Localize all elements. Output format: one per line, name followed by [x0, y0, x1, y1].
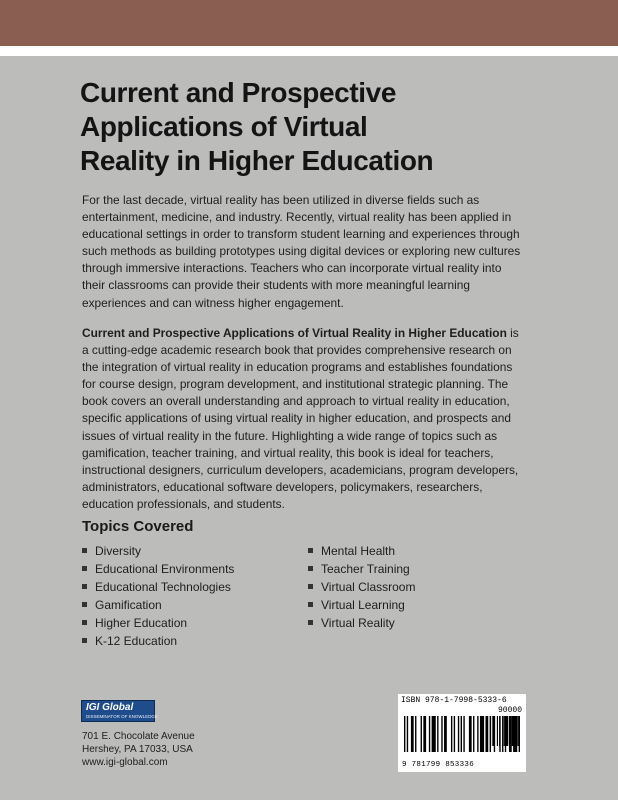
barcode-number: 9 781799 853336: [402, 761, 475, 769]
bullet-icon: [82, 566, 87, 571]
white-stripe: [0, 46, 618, 56]
title-line: Applications of Virtual: [80, 111, 368, 142]
topic-item: Virtual Reality: [308, 614, 415, 632]
topic-item: Teacher Training: [308, 560, 415, 578]
address-line: Hershey, PA 17033, USA: [82, 744, 193, 755]
publisher-address: [82, 730, 195, 769]
book-title: [80, 76, 540, 178]
logo-tagline: DISSEMINATOR OF KNOWLEDGE: [86, 714, 158, 719]
bullet-icon: [82, 548, 87, 553]
barcode: [398, 694, 526, 772]
book-summary-text: is a cutting-edge academic research book that provides comprehensive research on the integration of virtual reality in education programs and establishes foundations for course design, program development, and institutional strategic planning. The book covers an overall understanding and approach to virtual reality in education, specific applications of using virtual reality in higher education, and prospects and issues of virtual reality in the future. Highlighting a wide range of topics such as gamification, teacher training, and virtual reality, this book is ideal for teachers, instructional designers, curriculum developers, academicians, program developers, administrators, educational software developers, policymakers, researchers, education professionals, and students.: [82, 326, 519, 511]
topic-item: Mental Health: [308, 542, 415, 560]
price-code: 90000: [497, 706, 522, 715]
topic-item: K-12 Education: [82, 632, 234, 650]
bullet-icon: [308, 548, 313, 553]
bullet-icon: [82, 638, 87, 643]
topic-item: Virtual Learning: [308, 596, 415, 614]
bullet-icon: [82, 602, 87, 607]
topic-item: Educational Technologies: [82, 578, 234, 596]
publisher-logo: [81, 700, 158, 722]
address-line: 701 E. Chocolate Avenue: [82, 731, 195, 742]
publisher-website: www.igi-global.com: [82, 757, 168, 768]
book-title-bold: Current and Prospective Applications of Virtual Reality in Higher Education: [82, 326, 507, 340]
bullet-icon: [308, 620, 313, 625]
description-paragraph: For the last decade, virtual reality has been utilized in diverse fields such as entertainment, medicine, and industry. Recently, virtual reality has been applied in educational settings in order to transform student learning and experiences through such methods as building prototypes using digital devices or exploring new cultures through immersive interactions. Teachers who can incorporate virtual reality into their classrooms can provide their students with more meaningful learning experiences and can witness higher engagement.: [82, 193, 521, 310]
topic-item: Gamification: [82, 596, 234, 614]
bullet-icon: [82, 620, 87, 625]
topics-heading: Topics Covered: [82, 518, 194, 535]
isbn-label: ISBN 978-1-7998-5333-6: [401, 696, 507, 705]
topics-list-left: [82, 542, 234, 651]
title-line: Current and Prospective: [80, 77, 396, 108]
bullet-icon: [308, 566, 313, 571]
top-color-band: [0, 0, 618, 46]
topic-item: Virtual Classroom: [308, 578, 415, 596]
bullet-icon: [82, 584, 87, 589]
topic-item: Higher Education: [82, 614, 234, 632]
barcode-addon-bars: [490, 716, 522, 746]
bullet-icon: [308, 584, 313, 589]
logo-text: IGI Global: [86, 702, 134, 713]
topic-item: Educational Environments: [82, 560, 234, 578]
topics-list-right: [308, 542, 415, 632]
bullet-icon: [308, 602, 313, 607]
book-summary-paragraph: [82, 325, 522, 513]
title-line: Reality in Higher Education: [80, 145, 434, 176]
topic-item: Diversity: [82, 542, 234, 560]
